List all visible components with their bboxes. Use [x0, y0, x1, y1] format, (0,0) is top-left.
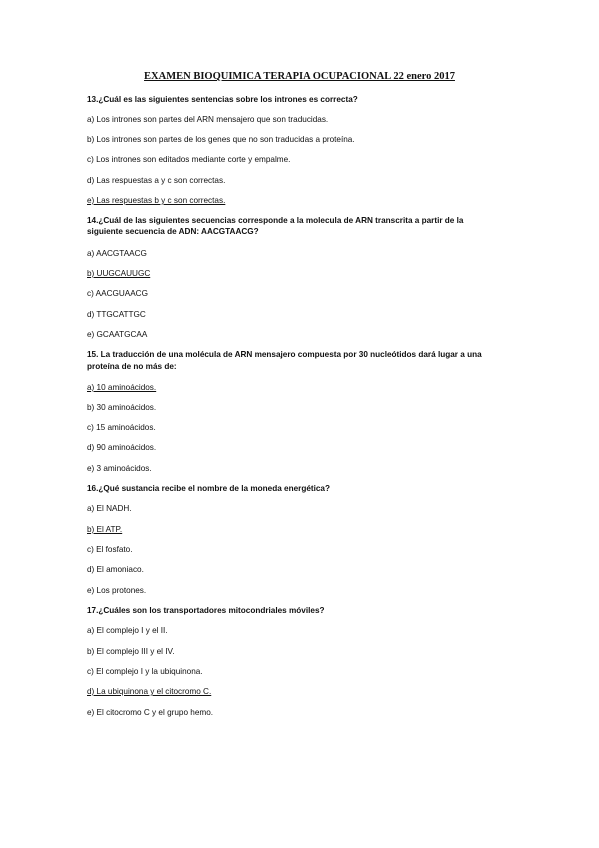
q17-option-c: c) El complejo I y la ubiquinona. [87, 667, 203, 676]
q16-option-e: e) Los protones. [87, 586, 147, 595]
q16-option-b-correct: b) El ATP. [87, 525, 123, 534]
q14-option-d: d) TTGCATTGC [87, 310, 146, 319]
q13-option-c: c) Los intrones son editados mediante corte y empalme. [87, 155, 291, 164]
q15-option-d: d) 90 aminoácidos. [87, 443, 157, 452]
q14-option-a: a) AACGTAACG [87, 249, 147, 258]
q13-option-b: b) Los intrones son partes de los genes que no son traducidas a proteína. [87, 135, 355, 144]
q15-option-b: b) 30 aminoácidos. [87, 403, 157, 412]
q16-option-c: c) El fosfato. [87, 545, 133, 554]
question-14-line-1: 14.¿Cuál de las siguientes secuencias corresponde a la molecula de ARN transcrita a partir de la [87, 216, 464, 225]
q13-option-e-correct: e) Las respuestas b y c son correctas. [87, 196, 226, 205]
question-15-line-1: 15. La traducción de una molécula de ARN mensajero compuesta por 30 nucleótidos dará lugar a una [87, 350, 482, 359]
q14-option-c: c) AACGUAACG [87, 289, 148, 298]
q13-option-d: d) Las respuestas a y c son correctas. [87, 176, 226, 185]
q14-option-b-correct: b) UUGCAUUGC [87, 269, 151, 278]
q15-option-c: c) 15 aminoácidos. [87, 423, 156, 432]
q16-option-a: a) El NADH. [87, 504, 132, 513]
q16-option-d: d) El amoniaco. [87, 565, 144, 574]
q17-option-d-correct: d) La ubiquinona y el citocromo C. [87, 687, 212, 696]
question-13: 13.¿Cuál es las siguientes sentencias sobre los intrones es correcta? [87, 95, 358, 104]
question-17: 17.¿Cuáles son los transportadores mitocondriales móviles? [87, 606, 325, 615]
q17-option-b: b) El complejo III y el IV. [87, 647, 175, 656]
question-14-line-2: siguiente secuencia de ADN: AACGTAACG? [87, 227, 259, 236]
q15-option-a-correct: a) 10 aminoácidos. [87, 383, 157, 392]
exam-title: EXAMEN BIOQUIMICA TERAPIA OCUPACIONAL 22 enero 2017 [144, 71, 455, 82]
question-16: 16.¿Qué sustancia recibe el nombre de la moneda energética? [87, 484, 330, 493]
q14-option-e: e) GCAATGCAA [87, 330, 148, 339]
q17-option-a: a) El complejo I y el II. [87, 626, 168, 635]
question-15-line-2: proteína de no más de: [87, 362, 177, 371]
q13-option-a: a) Los intrones son partes del ARN mensajero que son traducidas. [87, 115, 329, 124]
q17-option-e: e) El citocromo C y el grupo hemo. [87, 708, 214, 717]
q15-option-e: e) 3 aminoácidos. [87, 464, 152, 473]
